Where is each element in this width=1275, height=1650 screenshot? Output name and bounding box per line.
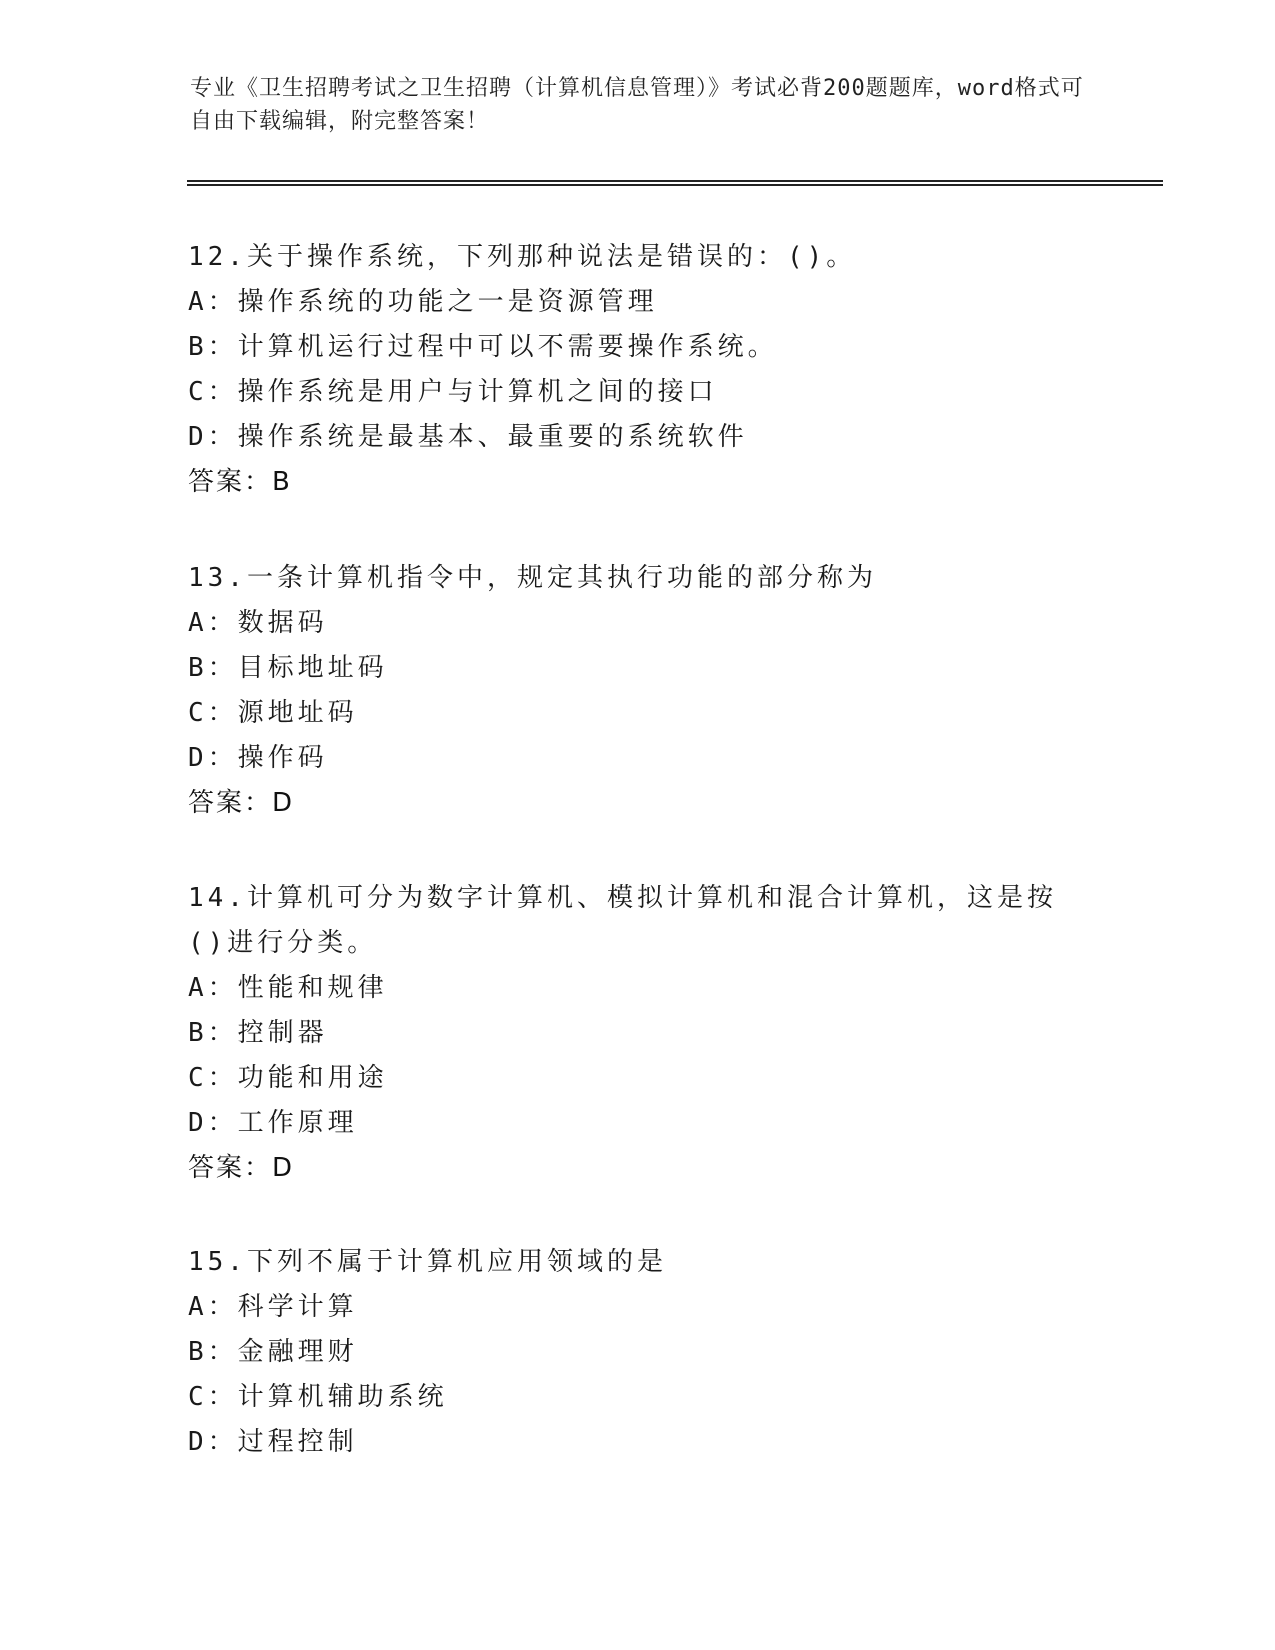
answer: 答案：B	[188, 467, 292, 497]
option-c: C：源地址码	[188, 698, 358, 728]
option-d: D：工作原理	[188, 1108, 358, 1138]
option-a: A：科学计算	[188, 1292, 358, 1322]
header-double-rule	[187, 180, 1163, 186]
question-14	[188, 876, 1088, 1191]
option-b: B：目标地址码	[188, 653, 388, 683]
option-d: D：操作码	[188, 743, 328, 773]
option-b: B：控制器	[188, 1018, 328, 1048]
option-b: B：金融理财	[188, 1337, 358, 1367]
answer: 答案：D	[188, 1153, 295, 1183]
option-d: D：过程控制	[188, 1427, 358, 1457]
option-d: D：操作系统是最基本、最重要的系统软件	[188, 422, 748, 452]
option-a: A：性能和规律	[188, 973, 388, 1003]
option-a: A：数据码	[188, 608, 328, 638]
question-15	[188, 1240, 1088, 1465]
option-a: A：操作系统的功能之一是资源管理	[188, 287, 658, 317]
question-stem: 13.一条计算机指令中，规定其执行功能的部分称为	[188, 563, 877, 593]
question-stem: 15.下列不属于计算机应用领域的是	[188, 1247, 667, 1277]
question-13	[188, 556, 1088, 826]
document-header: 专业《卫生招聘考试之卫生招聘（计算机信息管理）》考试必背200题题库，word格式可自由下载编辑，附完整答案！	[190, 76, 1084, 134]
question-12	[188, 235, 1088, 505]
option-c: C：计算机辅助系统	[188, 1382, 448, 1412]
question-stem: 14.计算机可分为数字计算机、模拟计算机和混合计算机，这是按()进行分类。	[188, 883, 1057, 958]
question-stem: 12.关于操作系统，下列那种说法是错误的：()。	[188, 242, 857, 272]
answer: 答案：D	[188, 788, 295, 818]
option-b: B：计算机运行过程中可以不需要操作系统。	[188, 332, 778, 362]
option-c: C：操作系统是用户与计算机之间的接口	[188, 377, 718, 407]
option-c: C：功能和用途	[188, 1063, 388, 1093]
